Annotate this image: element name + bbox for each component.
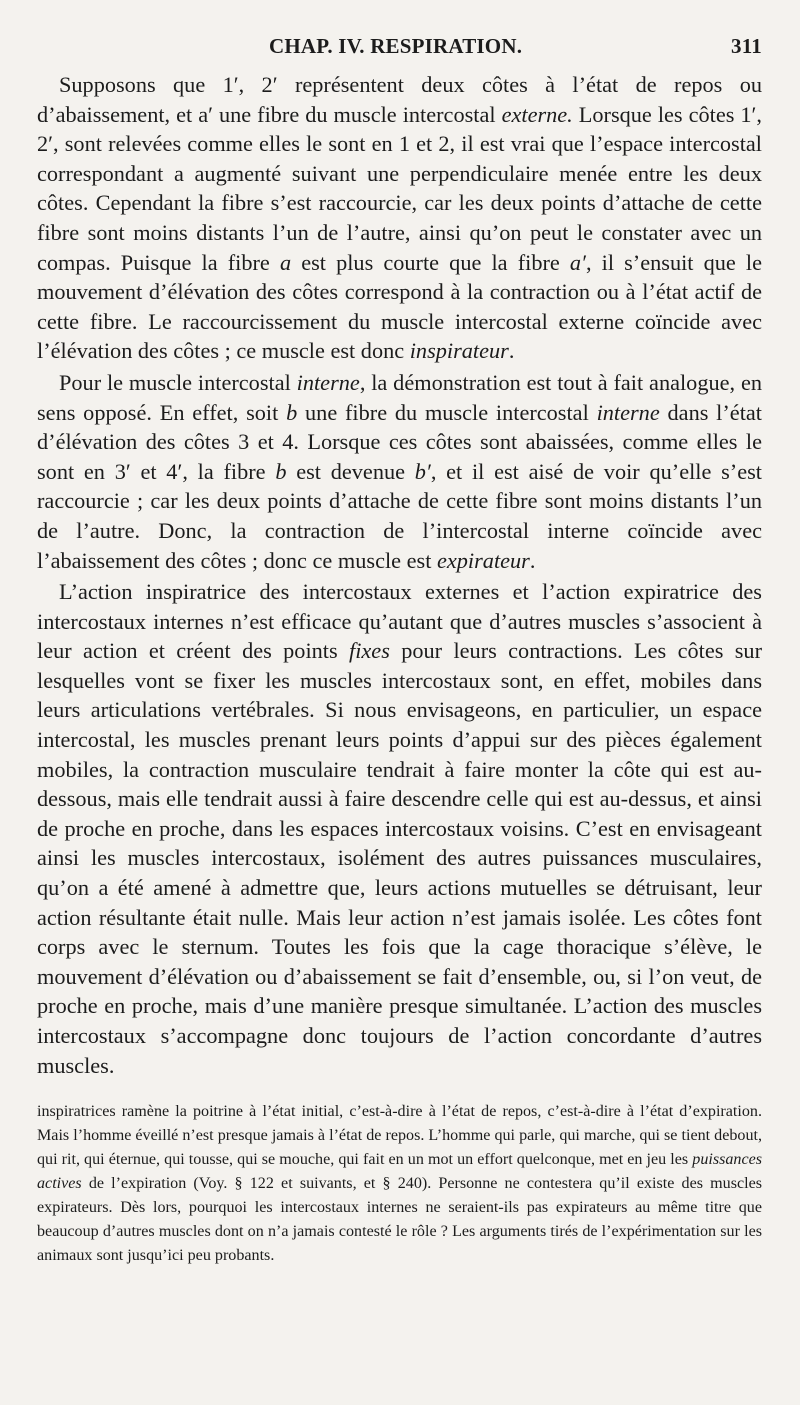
italic-run: inspirateur bbox=[409, 338, 509, 364]
paragraph bbox=[37, 368, 762, 575]
running-head bbox=[37, 34, 762, 70]
text-run: dans l’état d’élévation des côtes 3 et 4. Lorsque ces côtes sont abaissées, comme elles le sont en 3′ et 4′, la fibre bbox=[37, 399, 762, 484]
footnote bbox=[37, 1100, 762, 1267]
italic-run: a bbox=[279, 249, 292, 275]
chapter-title: CHAP. IV. RESPIRATION. bbox=[269, 34, 523, 58]
footnote-text bbox=[37, 1100, 762, 1267]
main-text bbox=[37, 70, 762, 1080]
text-run: inspiratrices ramène la poitrine à l’état initial, c’est-à-dire à l’état de repos, c’est-à-dire à l’état d’expiration. Mais l’homme éveillé n’est presque jamais à l’état de repos. L’homme qui parle, qui marche, qui se tient debout, qui rit, qui éternue, qui tousse, qui se mouche, qui fait en un mot un effort quelconque, met en jeu les bbox=[37, 1103, 762, 1168]
italic-run: a′ bbox=[569, 249, 586, 275]
italic-run: interne bbox=[596, 399, 660, 425]
text-run: de l’expiration (Voy. § 122 et suivants, et § 240). Personne ne contestera qu’il existe des muscles expirateurs. Dès lors, pourquoi les intercostaux internes ne seraient-ils pas expirateurs au même titre que beaucoup d’autres muscles dont on n’a jamais contesté le rôle ? Les arguments tirés de l’expérimentation sur les animaux sont jusqu’ici peu probants. bbox=[37, 1174, 762, 1264]
text-run: pour leurs contractions. Les côtes sur lesquelles vont se fixer les muscles intercostaux sont, en effet, mobiles dans leurs articulations vertébrales. Si nous envisageons, en particulier, un espace intercostal, les muscles prenant leurs points d’appui sur des pièces également mobiles, la contraction musculaire tendrait à faire monter la côte qui est au-dessous, mais elle tendrait aussi à faire descendre celle qui est au-dessus, et ainsi de proche en proche, dans les espaces intercostaux voisins. C’est en envisageant ainsi les muscles intercostaux, isolément des autres puissances musculaires, qu’on a été amené à admettre que, leurs actions mutuelles se détruisant, leur action résultante était nulle. Mais leur action n’est jamais isolée. Les côtes font corps avec le sternum. Toutes les fois que la cage thoracique s’élève, le mouvement d’élévation ou d’abaissement se fait d’ensemble, ou, si l’on veut, de proche en proche, mais d’une manière presque simultanée. L’action des muscles intercostaux s’accompagne donc toujours de l’action concordante d’autres muscles. bbox=[37, 638, 762, 1078]
text-run: est devenue bbox=[286, 458, 415, 484]
italic-run: b bbox=[275, 458, 287, 484]
italic-run: b bbox=[286, 399, 298, 425]
italic-run: interne bbox=[296, 369, 360, 395]
text-run: Lorsque les côtes 1′, 2′, sont relevées comme elles le sont en 1 et 2, il est vrai que l’espace intercostal correspondant a augmenté suivant une perpendiculaire menée entre les deux côtes. Cependant la fibre s’est raccourcie, car les deux points d’attache de cette fibre sont moins distants l’un de l’autre, ainsi qu’on peut le constater avec un compas. Puisque la fibre bbox=[37, 101, 763, 275]
italic-run: expirateur bbox=[436, 547, 530, 573]
italic-run: b′ bbox=[414, 458, 431, 484]
italic-run: puissances actives bbox=[37, 1151, 762, 1192]
paragraph bbox=[37, 70, 762, 366]
text-run: Pour le muscle intercostal bbox=[59, 369, 297, 395]
text-run: une fibre du muscle intercostal bbox=[297, 399, 597, 425]
text-run: . bbox=[529, 547, 536, 573]
text-run: est plus courte que la fibre bbox=[291, 249, 570, 275]
text-run: , et il est aisé de voir qu’elle s’est raccourcie ; car les deux points d’attache de cette fibre sont moins distants l’un de l’autre. Donc, la contraction de l’intercostal interne coïncide avec l’abaissement des côtes ; donc ce muscle est bbox=[37, 458, 762, 573]
text-run: Supposons que 1′, 2′ représentent deux côtes à l’état de repos ou d’abaissement, et a′ une fibre du muscle intercostal bbox=[37, 72, 762, 127]
text-run: L’action inspiratrice des intercostaux externes et l’action expiratrice des intercostaux internes n’est efficace qu’autant que d’autres muscles s’associent à leur action et créent des points bbox=[37, 579, 762, 664]
text-run: . bbox=[508, 338, 515, 364]
text-run: , il s’ensuit que le mouvement d’élévation des côtes correspond à la contraction ou à l’état actif de cette fibre. Le raccourcissement du muscle intercostal externe coïncide avec l’élévation des côtes ; ce muscle est donc bbox=[37, 249, 762, 364]
paragraph bbox=[37, 577, 762, 1080]
italic-run: externe. bbox=[501, 101, 573, 127]
page-number: 311 bbox=[731, 34, 762, 58]
italic-run: fixes bbox=[349, 638, 390, 664]
text-run: , la démonstration est tout à fait analogue, en sens opposé. En effet, soit bbox=[37, 369, 762, 425]
